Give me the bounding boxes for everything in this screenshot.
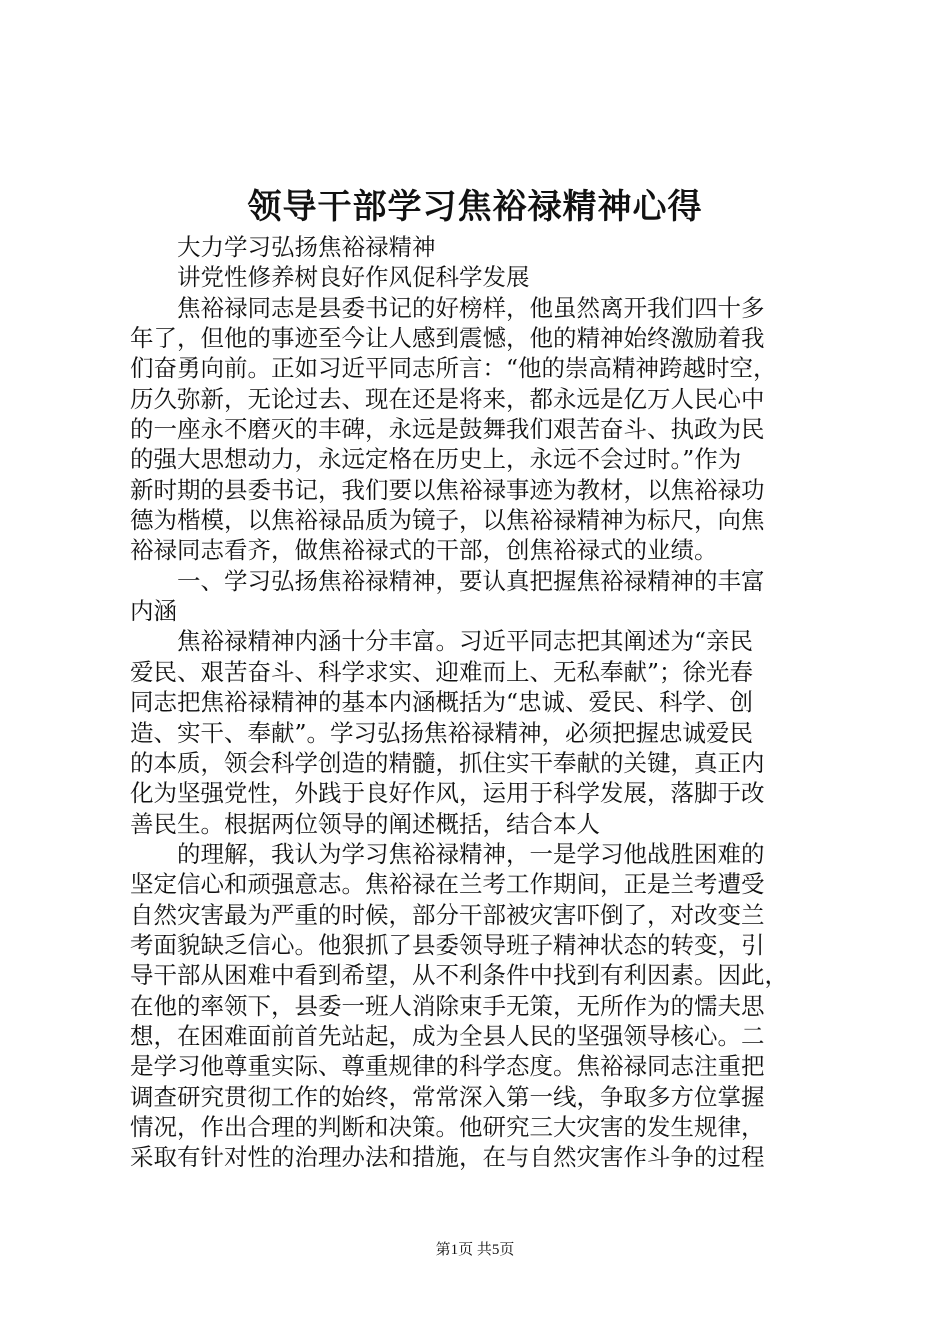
body-text-line: 焦裕禄精神内涵十分丰富。习近平同志把其阐述为“亲民 (130, 627, 754, 656)
body-text-line: 的理解，我认为学习焦裕禄精神，一是学习他战胜困难的 (130, 839, 765, 868)
body-text-line: 大力学习弘扬焦裕禄精神 (130, 233, 436, 261)
body-text-line: 考面貌缺乏信心。他狠抓了县委领导班子精神状态的转变，引 (130, 930, 765, 959)
body-text-line: 在他的率领下，县委一班人消除束手无策，无所作为的懦夫思 (130, 991, 765, 1020)
body-text-line: 一、学习弘扬焦裕禄精神，要认真把握焦裕禄精神的丰富 (130, 566, 765, 595)
body-text-line: 讲党性修养树良好作风促科学发展 (130, 263, 530, 292)
body-text-line: 历久弥新，无论过去、现在还是将来，都永远是亿万人民心中 (130, 384, 765, 413)
body-text-line: 爱民、艰苦奋斗、科学求实、迎难而上、无私奉献”；徐光春 (130, 657, 754, 686)
body-text-line: 新时期的县委书记，我们要以焦裕禄事迹为教材，以焦裕禄功 (130, 475, 765, 504)
body-text-line: 年了，但他的事迹至今让人感到震憾，他的精神始终激励着我 (130, 324, 765, 353)
body-text-line: 的本质，领会科学创造的精髓，抓住实干奉献的关键，真正内 (130, 748, 765, 777)
body-text-line: 化为坚强党性，外践于良好作风，运用于科学发展，落脚于改 (130, 779, 765, 808)
body-text-line: 的一座永不磨灭的丰碑，永远是鼓舞我们艰苦奋斗、执政为民 (130, 415, 765, 444)
body-text-line: 导干部从困难中看到希望，从不利条件中找到有利因素。因此， (130, 961, 788, 990)
body-text-line: 们奋勇向前。正如习近平同志所言：“他的崇高精神跨越时空， (130, 354, 777, 383)
body-text-line: 是学习他尊重实际、尊重规律的科学态度。焦裕禄同志注重把 (130, 1052, 765, 1081)
body-text-line: 采取有针对性的治理办法和措施，在与自然灾害作斗争的过程 (130, 1143, 765, 1172)
body-text-line: 内涵 (130, 597, 177, 626)
body-text-line: 善民生。根据两位领导的阐述概括，结合本人 (130, 809, 600, 838)
document-title: 领导干部学习焦裕禄精神心得 (247, 187, 703, 227)
body-text-line: 德为楷模，以焦裕禄品质为镜子，以焦裕禄精神为标尺，向焦 (130, 506, 765, 535)
body-text-line: 自然灾害最为严重的时候，部分干部被灾害吓倒了，对改变兰 (130, 900, 765, 929)
body-text-line: 坚定信心和顽强意志。焦裕禄在兰考工作期间，正是兰考遭受 (130, 870, 765, 899)
document-body (130, 232, 830, 1173)
body-text-line: 情况，作出合理的判断和决策。他研究三大灾害的发生规律， (130, 1112, 765, 1141)
body-text-line: 焦裕禄同志是县委书记的好榜样，他虽然离开我们四十多 (130, 293, 765, 322)
body-text-line: 调查研究贯彻工作的始终，常常深入第一线，争取多方位掌握 (130, 1082, 765, 1111)
body-text-line: 的强大思想动力，永远定格在历史上，永远不会过时。”作为 (130, 445, 742, 474)
body-text-line: 造、实干、奉献”。学习弘扬焦裕禄精神，必须把握忠诚爱民 (130, 718, 754, 747)
body-text-line: 同志把焦裕禄精神的基本内涵概括为“忠诚、爱民、科学、创 (130, 688, 754, 717)
page-footer: 第1页 共5页 (435, 1242, 515, 1258)
body-text-line: 裕禄同志看齐，做焦裕禄式的干部，创焦裕禄式的业绩。 (130, 536, 718, 565)
body-text-line: 想，在困难面前首先站起，成为全县人民的坚强领导核心。二 (130, 1021, 765, 1050)
